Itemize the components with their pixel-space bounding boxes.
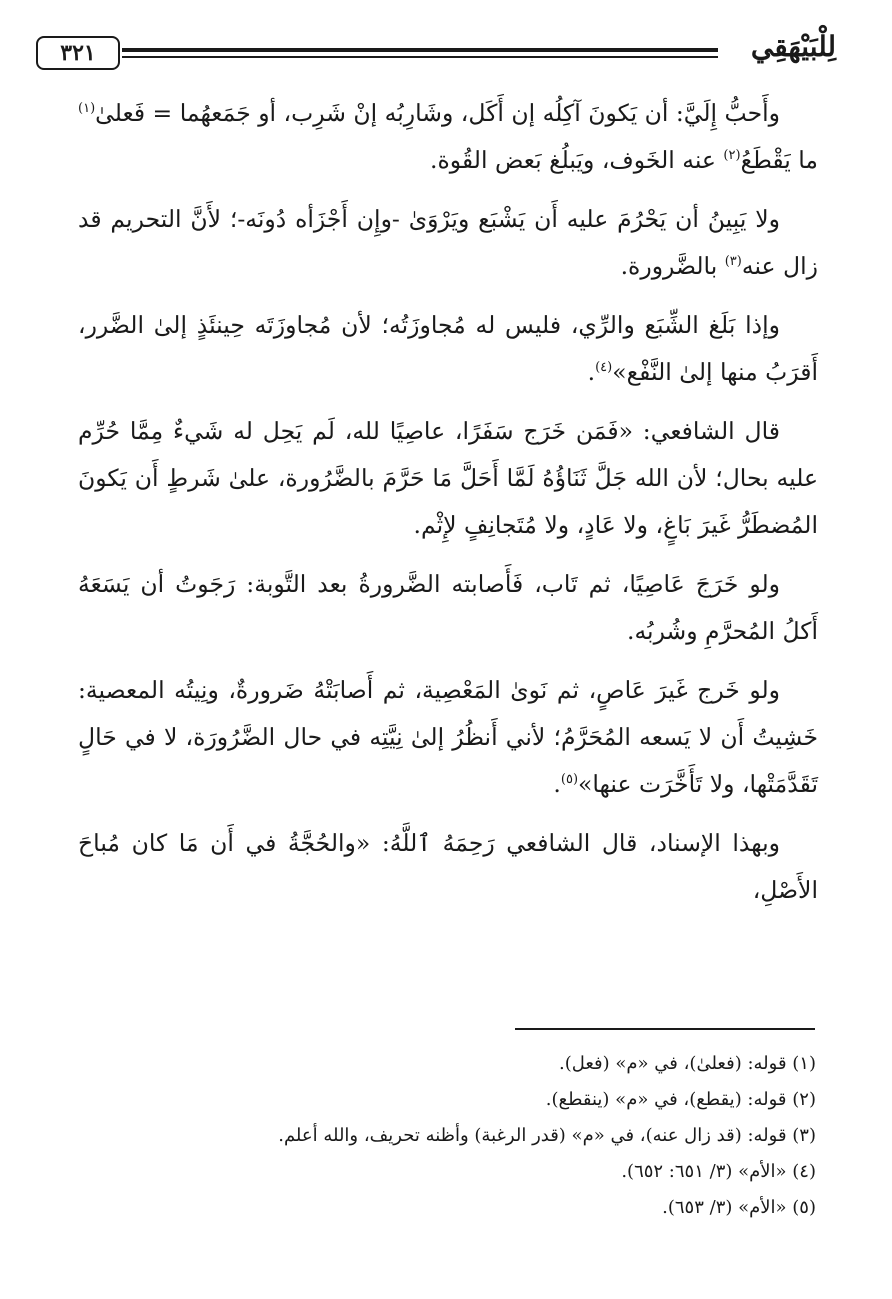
paragraph-3: [78, 302, 818, 396]
footnotes: [78, 1046, 816, 1226]
paragraph-text: .: [587, 358, 596, 386]
footnote-ref-5: (٥): [560, 772, 579, 788]
paragraph-5: ولو خَرَجَ عَاصِيًا، ثم تَاب، فَأَصابته الضَّرورةُ بعد التَّوبة: رَجَوتُ أن يَسَعَهُ أَكلُ المُحرَّمِ وشُربُه.: [78, 570, 818, 645]
footnote-2: (٢) قوله: (يقطع)، في «م» (ينقطع).: [545, 1089, 816, 1110]
footnote-1: (١) قوله: (فعلىٰ)، في «م» (فعل).: [558, 1053, 816, 1074]
paragraph-6: [78, 667, 818, 808]
paragraph-text: بالضَّرورة.: [620, 252, 725, 280]
main-text: [78, 90, 818, 926]
paragraph-text: ولا يَبِينُ أن يَحْرُمَ عليه أَن يَشْبَع ويَرْوَىٰ -وإِن أَجْزَأه دُونَه-؛ لأَنَّ التحريم قد زال عنه: [78, 205, 818, 280]
footnote-3: (٣) قوله: (قد زال عنه)، في «م» (قدر الرغبة) وأظنه تحريف، والله أعلم.: [278, 1125, 816, 1146]
paragraph-1: [78, 90, 818, 184]
footnote-ref-2: (٢): [723, 148, 741, 164]
paragraph-4: قال الشافعي: «فَمَن خَرَج سَفَرًا، عاصِيًا لله، لَم يَحِل له شَيءٌ مِمَّا حُرِّم عليه بحال؛ لأن الله جَلَّ ثَنَاؤُهُ لَمَّا أَحَلَّ مَا حَرَّمَ بالضَّرُورة، علىٰ شَرطٍ أَن يَكونَ المُضطَرُّ غَيرَ بَاغٍ، ولا عَادٍ، ولا مُتَجانِفٍ لإِثْم.: [78, 417, 818, 539]
paragraph-2: [78, 196, 818, 290]
header-rule-thick: [122, 48, 718, 52]
paragraph-text: ولو خَرج غَيرَ عَاصٍ، ثم نَوىٰ المَعْصِية، ثم أَصابَتْهُ ضَرورةٌ، ونِيتُه المعصية: خَشِيتُ أَن لا يَسعه المُحَرَّمُ؛ لأني أَنظُرُ إلىٰ نِيَّتِه في حال الضَّرُورَة، لا في حَالٍ تَقَدَّمَتْها، ولا تَأَخَّرَت عنها»: [78, 676, 818, 798]
footnote-ref-4: (٤): [595, 360, 613, 376]
footnote-ref-3: (٣): [724, 254, 742, 270]
paragraph-text: عنه الخَوف، ويَبلُغ بَعض القُوة.: [429, 146, 724, 174]
paragraph-text: ما يَقْطَعُ: [740, 146, 818, 174]
footnote-separator: [515, 1028, 815, 1030]
paragraph-7: وبهذا الإسناد، قال الشافعي رَحِمَهُ ٱللَّهُ: «والحُجَّةُ في أَن مَا كان مُباحَ الأَصْلِ،: [78, 829, 818, 904]
page-header: [36, 28, 836, 76]
page-number: ٣٢١: [36, 36, 120, 70]
paragraph-text: وإذا بَلَغ الشِّبَع والرِّي، فليس له مُجاوزَتُه؛ لأن مُجاوزَتَه حِينئَذٍ إلىٰ الضَّرر، أَقرَبُ منها إلىٰ النَّفْع»: [78, 311, 818, 386]
paragraph-text: وأَحبُّ إِلَيَّ: أن يَكونَ آكِلُه إن أَكَل، وشَارِبُه إنْ شَرِب، أو جَمَعهُما = فَعلىٰ: [95, 99, 780, 127]
paragraph-text: .: [553, 770, 561, 798]
header-rule-thin: [122, 56, 718, 58]
footnote-4: (٤) «الأم» (٣/ ٦٥١: ٦٥٢).: [621, 1161, 816, 1182]
footnote-5: (٥) «الأم» (٣/ ٦٥٣).: [662, 1197, 816, 1218]
running-title: لِلْبَيْهَقِي: [750, 30, 836, 63]
footnote-ref-1: (١): [78, 101, 96, 117]
